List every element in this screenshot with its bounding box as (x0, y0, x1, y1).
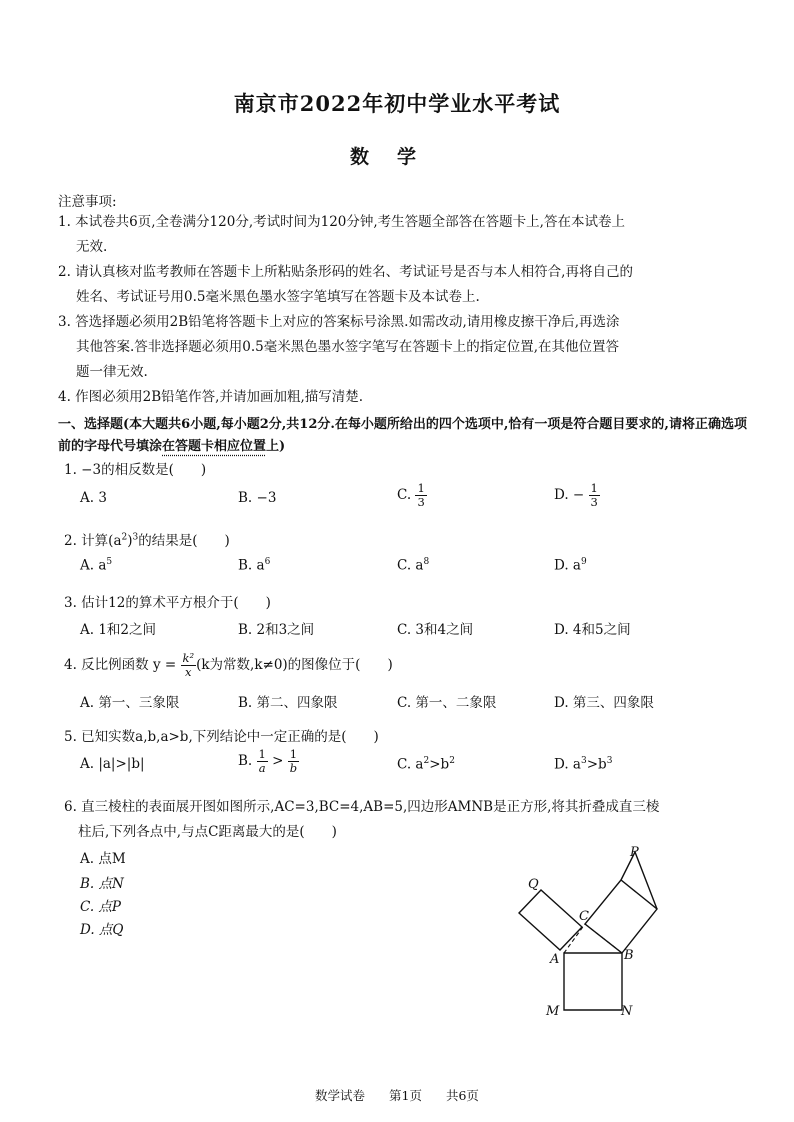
note-3 (58, 310, 748, 385)
q4-stem-a: 4. 反比例函数 y = (64, 657, 177, 673)
page-title: 南京市2022年初中学业水平考试 (233, 91, 561, 116)
q6-option-b: B. 点N (80, 876, 124, 892)
q2-a-text: A. a (80, 557, 107, 574)
q4-option-a: A. 第一、三象限 (80, 695, 180, 711)
note-4: 4. 作图必须用2B铅笔作答,并请加画加粗,描写清楚. (58, 389, 364, 405)
q4-stem-b: (k为常数,k≠0)的图像位于( ) (196, 657, 393, 673)
q1-d-prefix: D. − (554, 487, 585, 503)
q1-d-num: 1 (590, 481, 598, 495)
q5-d-sup2: 3 (606, 756, 613, 766)
note-1-line-1: 1. 本试卷共6页,全卷满分120分,考试时间为120分钟,考生答题全部答在答题卡上,答在本试卷上 (58, 214, 625, 230)
section-1-heading-end: 上) (266, 439, 286, 454)
q2-c-text: C. a (397, 557, 424, 574)
page-footer (0, 1086, 794, 1104)
q1-c-num: 1 (417, 481, 425, 495)
section-1-heading-emphasis: 在答题卡相应位置 (162, 439, 267, 454)
question-4-stem (64, 652, 393, 679)
q2-option-a (80, 557, 112, 574)
q1-d-fraction (589, 482, 600, 509)
q2-a-sup: 5 (106, 557, 113, 567)
q5-c-mid: >b (429, 756, 450, 773)
q2-stem-a: 2. 计算(a (64, 533, 122, 549)
square-amnb (564, 953, 622, 1010)
square-bc (585, 880, 657, 953)
q1-option-d (554, 482, 600, 509)
q2-c-sup: 8 (423, 557, 430, 567)
q2-b-sup: 6 (264, 557, 271, 567)
q2-option-d (554, 557, 587, 574)
question-1-stem: 1. −3的相反数是( ) (64, 462, 207, 478)
q6-option-a: A. 点M (80, 851, 126, 867)
q2-d-text: D. a (554, 557, 581, 574)
q1-option-c (397, 482, 427, 509)
q3-option-b: B. 2和3之间 (238, 622, 315, 638)
q6-option-c: C. 点P (80, 899, 122, 915)
q2-stem-c: 的结果是( ) (138, 533, 230, 549)
question-2-stem (64, 529, 230, 549)
q3-option-a: A. 1和2之间 (80, 622, 157, 638)
q4-frac-den: x (185, 665, 192, 679)
prism-net-figure (508, 840, 668, 1025)
label-a: A (550, 952, 560, 967)
q5-b-fraction-1 (257, 748, 268, 775)
label-c: C (579, 909, 589, 924)
question-6-stem-line-1: 6. 直三棱柱的表面展开图如图所示,AC=3,BC=4,AB=5,四边形AMNB是正方形,将其折叠成直三棱 (64, 799, 660, 815)
triangle-p (621, 852, 657, 909)
q4-option-b: B. 第二、四象限 (238, 695, 338, 711)
question-5-stem: 5. 已知实数a,b,a>b,下列结论中一定正确的是( ) (64, 729, 379, 745)
label-n: N (621, 1004, 633, 1019)
q5-d-sup1: 3 (580, 756, 587, 766)
footer-subject: 数学试卷 (315, 1088, 366, 1103)
q2-stem-b: ) (127, 533, 133, 549)
section-1-heading (58, 414, 748, 458)
label-q: Q (528, 877, 539, 892)
q2-d-sup: 9 (580, 557, 587, 567)
q5-option-a: A. |a|>|b| (80, 756, 145, 772)
q1-c-prefix: C. (397, 487, 412, 503)
note-2-line-1: 2. 请认真核对监考教师在答题卡上所粘贴条形码的姓名、考试证号是否与本人相符合,再将自己的 (58, 264, 633, 280)
q1-d-den: 3 (590, 495, 598, 509)
question-6-stem-line-2: 柱后,下列各点中,与点C距离最大的是( ) (78, 824, 337, 840)
q2-stem-sup1: 2 (121, 532, 128, 543)
q1-option-a: A. 3 (80, 490, 107, 506)
dashed-ac (564, 924, 585, 953)
q2-stem-sup2: 3 (132, 532, 139, 543)
q5-d-mid: >b (586, 756, 607, 773)
q5-b-den2: b (289, 761, 298, 775)
q1-c-den: 3 (417, 495, 425, 509)
footer-total: 共6页 (445, 1088, 479, 1103)
section-1-heading-text: 一、选择题(本大题共6小题,每小题2分,共12分.在每小题所给出的四个选项中,恰有一项是符合题目要求的,请将正确选项前的字母代号填涂 (58, 417, 747, 454)
note-1 (58, 210, 748, 260)
q5-b-gt: > (272, 753, 284, 769)
q6-option-d: D. 点Q (80, 922, 124, 938)
q5-c-text: C. a (397, 756, 424, 773)
q4-frac-num: k² (182, 651, 195, 665)
note-3-line-3: 题一律无效. (76, 364, 148, 380)
q4-option-d: D. 第三、四象限 (554, 695, 654, 711)
notes-heading: 注意事项: (58, 194, 117, 210)
subject-title: 数学 (349, 146, 444, 168)
q4-option-c: C. 第一、二象限 (397, 695, 497, 711)
label-m: M (546, 1004, 560, 1019)
q5-option-b (238, 748, 299, 775)
question-3-stem: 3. 估计12的算术平方根介于( ) (64, 595, 271, 611)
q5-c-sup2: 2 (449, 756, 455, 766)
label-b: B (624, 948, 634, 963)
note-2-line-2: 姓名、考试证号用0.5毫米黑色墨水签字笔填写在答题卡及本试卷上. (76, 289, 480, 305)
note-2 (58, 260, 748, 310)
note-3-line-2: 其他答案.答非选择题必须用0.5毫米黑色墨水签字笔写在答题卡上的指定位置,在其他位置答 (76, 339, 620, 355)
q5-b-num2: 1 (288, 748, 299, 762)
q5-b-prefix: B. (238, 753, 253, 769)
q5-d-text: D. a (554, 756, 581, 773)
footer-page: 第1页 (389, 1088, 422, 1103)
q5-option-c (397, 756, 455, 773)
q1-c-fraction (415, 482, 426, 509)
q2-option-b (238, 557, 270, 574)
q5-b-num1: 1 (258, 747, 266, 761)
q5-c-sup1: 2 (423, 756, 430, 766)
q5-b-fraction-2 (288, 748, 299, 775)
q3-option-d: D. 4和5之间 (554, 622, 631, 638)
note-3-line-1: 3. 答选择题必须用2B铅笔将答题卡上对应的答案标号涂黑.如需改动,请用橡皮擦干净后,再选涂 (58, 314, 620, 330)
q2-b-text: B. a (238, 557, 265, 574)
label-p: P (630, 845, 639, 860)
q1-option-b: B. −3 (238, 490, 277, 506)
q5-b-den1: a (258, 761, 266, 775)
q3-option-c: C. 3和4之间 (397, 622, 474, 638)
q4-fraction (181, 652, 197, 679)
note-1-line-2: 无效. (76, 239, 108, 255)
q5-option-d (554, 756, 612, 773)
q2-option-c (397, 557, 429, 574)
